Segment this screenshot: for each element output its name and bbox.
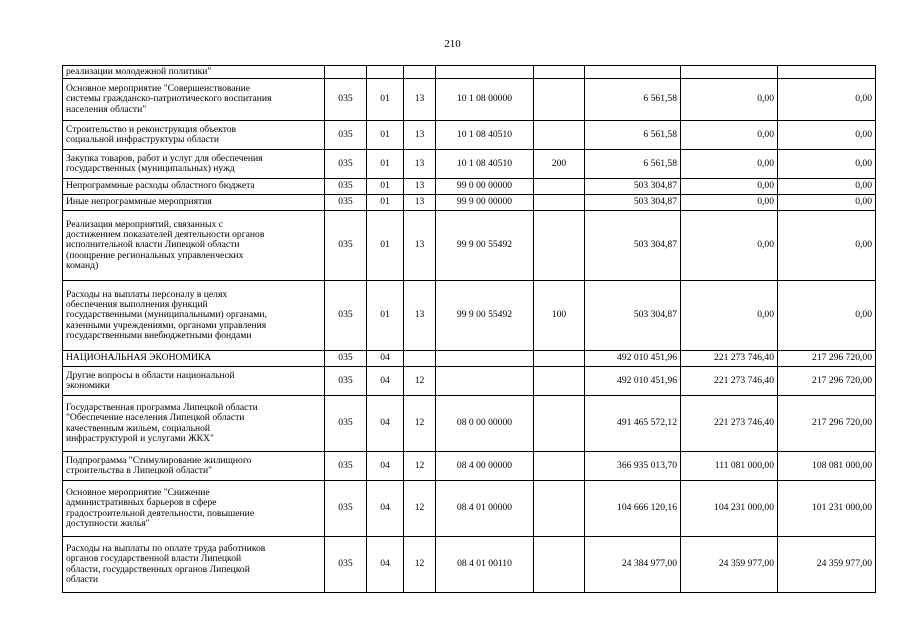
amount-year2-cell: 0,00 xyxy=(681,281,778,351)
amount-year3-cell: 0,00 xyxy=(778,79,876,121)
target-article-cell: 99 9 00 00000 xyxy=(436,195,534,211)
table-row xyxy=(63,195,876,211)
expense-type-cell xyxy=(534,211,585,281)
subsection-code-cell: 12 xyxy=(404,481,436,537)
amount-year2-cell: 0,00 xyxy=(681,179,778,195)
amount-year3-cell: 108 081 000,00 xyxy=(778,452,876,481)
target-article-cell: 99 9 00 55492 xyxy=(436,211,534,281)
table-row xyxy=(63,211,876,281)
subsection-code-cell: 12 xyxy=(404,537,436,593)
amount-year2-cell: 0,00 xyxy=(681,211,778,281)
target-article-cell: 99 9 00 55492 xyxy=(436,281,534,351)
subsection-code-cell: 13 xyxy=(404,121,436,150)
expense-type-cell: 100 xyxy=(534,281,585,351)
ministry-code-cell: 035 xyxy=(325,79,367,121)
amount-year2-cell: 221 273 746,40 xyxy=(681,396,778,452)
row-name-cell: Другие вопросы в области национальной экономики xyxy=(63,367,325,396)
section-code-cell: 04 xyxy=(367,452,404,481)
ministry-code-cell: 035 xyxy=(325,121,367,150)
expense-type-cell xyxy=(534,367,585,396)
expense-type-cell xyxy=(534,79,585,121)
table-row xyxy=(63,79,876,121)
section-code-cell: 04 xyxy=(367,537,404,593)
amount-year2-cell: 24 359 977,00 xyxy=(681,537,778,593)
subsection-code-cell: 12 xyxy=(404,396,436,452)
target-article-cell: 10 1 08 00000 xyxy=(436,79,534,121)
ministry-code-cell: 035 xyxy=(325,179,367,195)
table-row xyxy=(63,179,876,195)
section-code-cell: 01 xyxy=(367,195,404,211)
amount-year3-cell: 24 359 977,00 xyxy=(778,537,876,593)
expense-type-cell xyxy=(534,396,585,452)
amount-year1-cell: 24 384 977,00 xyxy=(585,537,681,593)
amount-year1-cell: 6 561,58 xyxy=(585,79,681,121)
target-article-cell: 99 0 00 00000 xyxy=(436,179,534,195)
expense-type-cell xyxy=(534,452,585,481)
amount-year3-cell: 0,00 xyxy=(778,121,876,150)
amount-year1-cell: 503 304,87 xyxy=(585,281,681,351)
section-code-cell: 01 xyxy=(367,79,404,121)
table-row xyxy=(63,452,876,481)
section-code-cell: 01 xyxy=(367,211,404,281)
target-article-cell: 10 1 08 40510 xyxy=(436,121,534,150)
amount-year3-cell: 101 231 000,00 xyxy=(778,481,876,537)
amount-year1-cell xyxy=(585,66,681,79)
row-name-cell: Государственная программа Липецкой области "Обеспечение населения Липецкой области качественным жильем, социальной инфраструктурой и услугами ЖКХ" xyxy=(63,396,325,452)
table-row xyxy=(63,481,876,537)
section-code-cell: 01 xyxy=(367,281,404,351)
section-code-cell: 01 xyxy=(367,121,404,150)
amount-year3-cell: 217 296 720,00 xyxy=(778,351,876,367)
ministry-code-cell: 035 xyxy=(325,537,367,593)
amount-year3-cell: 0,00 xyxy=(778,195,876,211)
amount-year3-cell: 0,00 xyxy=(778,281,876,351)
target-article-cell xyxy=(436,66,534,79)
amount-year2-cell xyxy=(681,66,778,79)
amount-year3-cell: 0,00 xyxy=(778,150,876,179)
amount-year1-cell: 492 010 451,96 xyxy=(585,351,681,367)
subsection-code-cell: 13 xyxy=(404,195,436,211)
table-row xyxy=(63,66,876,79)
ministry-code-cell: 035 xyxy=(325,396,367,452)
budget-table xyxy=(62,65,876,593)
expense-type-cell xyxy=(534,537,585,593)
ministry-code-cell: 035 xyxy=(325,150,367,179)
target-article-cell: 08 4 00 00000 xyxy=(436,452,534,481)
row-name-cell: Закупка товаров, работ и услуг для обеспечения государственных (муниципальных) нужд xyxy=(63,150,325,179)
target-article-cell: 10 1 08 40510 xyxy=(436,150,534,179)
amount-year2-cell: 0,00 xyxy=(681,121,778,150)
expense-type-cell xyxy=(534,195,585,211)
amount-year3-cell: 0,00 xyxy=(778,211,876,281)
subsection-code-cell: 13 xyxy=(404,79,436,121)
row-name-cell: Строительство и реконструкция объектов социальной инфраструктуры области xyxy=(63,121,325,150)
table-row xyxy=(63,351,876,367)
amount-year3-cell: 217 296 720,00 xyxy=(778,396,876,452)
amount-year1-cell: 503 304,87 xyxy=(585,195,681,211)
table-row xyxy=(63,396,876,452)
ministry-code-cell: 035 xyxy=(325,211,367,281)
table-row xyxy=(63,281,876,351)
table-row xyxy=(63,537,876,593)
section-code-cell: 01 xyxy=(367,179,404,195)
row-name-cell: НАЦИОНАЛЬНАЯ ЭКОНОМИКА xyxy=(63,351,325,367)
amount-year1-cell: 503 304,87 xyxy=(585,211,681,281)
amount-year2-cell: 0,00 xyxy=(681,150,778,179)
amount-year2-cell: 104 231 000,00 xyxy=(681,481,778,537)
row-name-cell: Иные непрограммные мероприятия xyxy=(63,195,325,211)
section-code-cell: 04 xyxy=(367,481,404,537)
amount-year3-cell xyxy=(778,66,876,79)
target-article-cell: 08 4 01 00110 xyxy=(436,537,534,593)
amount-year2-cell: 221 273 746,40 xyxy=(681,351,778,367)
subsection-code-cell xyxy=(404,351,436,367)
target-article-cell: 08 0 00 00000 xyxy=(436,396,534,452)
expense-type-cell xyxy=(534,351,585,367)
amount-year1-cell: 104 666 120,16 xyxy=(585,481,681,537)
ministry-code-cell xyxy=(325,66,367,79)
target-article-cell: 08 4 01 00000 xyxy=(436,481,534,537)
section-code-cell: 01 xyxy=(367,150,404,179)
table-row xyxy=(63,150,876,179)
row-name-cell: Расходы на выплаты по оплате труда работников органов государственной власти Липецкой области, государственных органов Липецкой области xyxy=(63,537,325,593)
row-name-cell: Расходы на выплаты персоналу в целях обеспечения выполнения функций государственными (муниципальными) органами, казенными учреждениями, органами управления государственными внебюджетными фондами xyxy=(63,281,325,351)
ministry-code-cell: 035 xyxy=(325,367,367,396)
ministry-code-cell: 035 xyxy=(325,481,367,537)
amount-year1-cell: 492 010 451,96 xyxy=(585,367,681,396)
subsection-code-cell: 12 xyxy=(404,452,436,481)
row-name-cell: Реализация мероприятий, связанных с достижением показателей деятельности органов исполнительной власти Липецкой области (поощрение региональных управленческих команд) xyxy=(63,211,325,281)
row-name-cell: Непрограммные расходы областного бюджета xyxy=(63,179,325,195)
row-name-cell: Подпрограмма "Стимулирование жилищного строительства в Липецкой области" xyxy=(63,452,325,481)
row-name-cell: Основное мероприятие "Совершенствование системы гражданско-патриотического воспитания населения области" xyxy=(63,79,325,121)
row-name-cell: Основное мероприятие "Снижение административных барьеров в сфере градостроительной деятельности, повышение доступности жилья" xyxy=(63,481,325,537)
amount-year1-cell: 503 304,87 xyxy=(585,179,681,195)
target-article-cell xyxy=(436,367,534,396)
amount-year2-cell: 111 081 000,00 xyxy=(681,452,778,481)
section-code-cell xyxy=(367,66,404,79)
amount-year1-cell: 6 561,58 xyxy=(585,121,681,150)
section-code-cell: 04 xyxy=(367,367,404,396)
expense-type-cell xyxy=(534,179,585,195)
subsection-code-cell xyxy=(404,66,436,79)
subsection-code-cell: 13 xyxy=(404,179,436,195)
page-number: 210 xyxy=(444,38,461,50)
amount-year1-cell: 491 465 572,12 xyxy=(585,396,681,452)
amount-year2-cell: 221 273 746,40 xyxy=(681,367,778,396)
table-row xyxy=(63,367,876,396)
section-code-cell: 04 xyxy=(367,396,404,452)
expense-type-cell xyxy=(534,121,585,150)
expense-type-cell xyxy=(534,481,585,537)
expense-type-cell xyxy=(534,66,585,79)
ministry-code-cell: 035 xyxy=(325,281,367,351)
subsection-code-cell: 13 xyxy=(404,150,436,179)
section-code-cell: 04 xyxy=(367,351,404,367)
amount-year2-cell: 0,00 xyxy=(681,195,778,211)
target-article-cell xyxy=(436,351,534,367)
ministry-code-cell: 035 xyxy=(325,351,367,367)
expense-type-cell: 200 xyxy=(534,150,585,179)
row-name-cell: реализации молодежной политики" xyxy=(63,66,325,79)
ministry-code-cell: 035 xyxy=(325,195,367,211)
ministry-code-cell: 035 xyxy=(325,452,367,481)
table-row xyxy=(63,121,876,150)
subsection-code-cell: 12 xyxy=(404,367,436,396)
subsection-code-cell: 13 xyxy=(404,211,436,281)
amount-year1-cell: 366 935 013,70 xyxy=(585,452,681,481)
subsection-code-cell: 13 xyxy=(404,281,436,351)
amount-year2-cell: 0,00 xyxy=(681,79,778,121)
amount-year1-cell: 6 561,58 xyxy=(585,150,681,179)
amount-year3-cell: 0,00 xyxy=(778,179,876,195)
amount-year3-cell: 217 296 720,00 xyxy=(778,367,876,396)
